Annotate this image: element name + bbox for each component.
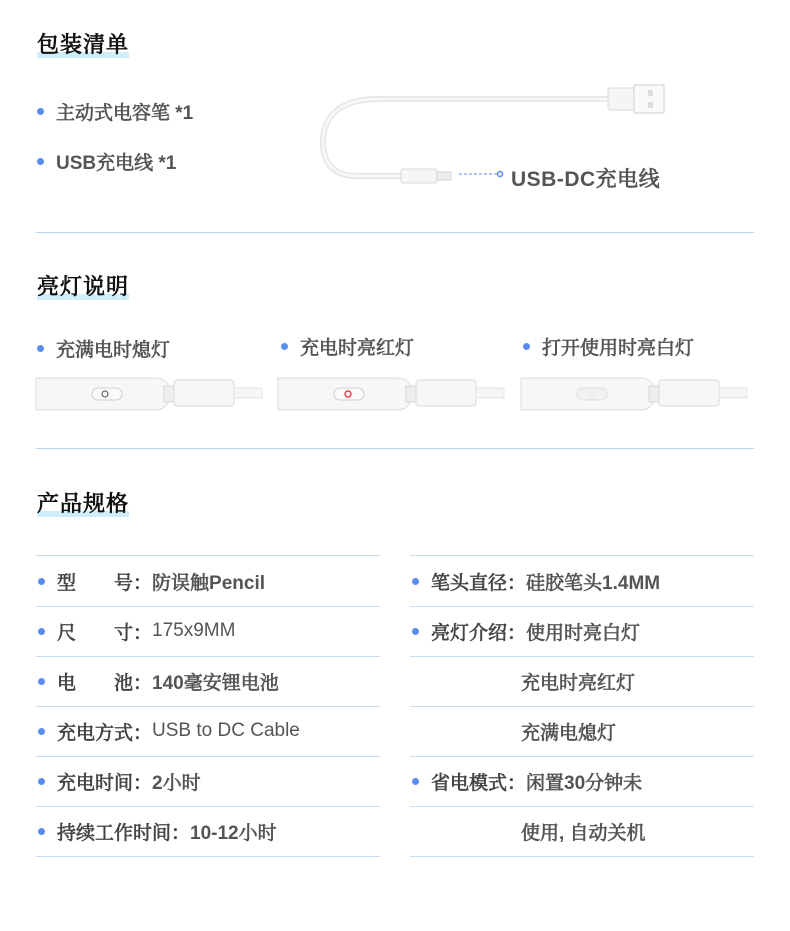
spec-row xyxy=(36,606,380,657)
spec-value: 140毫安锂电池 xyxy=(152,672,279,694)
spec-row xyxy=(410,606,754,657)
light-item xyxy=(37,335,170,362)
package-title-text: 包装清单 xyxy=(37,32,130,57)
spec-row xyxy=(36,806,380,857)
light-item xyxy=(281,333,414,360)
light-item-label: 充满电时熄灯 xyxy=(56,340,171,361)
spec-value: 闲置30分钟未 xyxy=(526,772,643,794)
section-divider xyxy=(36,448,754,449)
package-item-label: 主动式电容笔 *1 xyxy=(56,103,194,124)
spec-label: 笔头直径 xyxy=(431,572,508,594)
spec-row xyxy=(36,656,380,707)
colon: ： xyxy=(507,572,527,594)
spec-row xyxy=(410,556,754,607)
spec-label: 充电时间 xyxy=(57,772,134,794)
spec-row-continuation xyxy=(410,806,754,857)
spec-value: 充电时亮红灯 xyxy=(521,672,636,694)
usb-dc-cable-label: USB-DC充电线 xyxy=(511,168,661,191)
bullet-dot xyxy=(38,678,45,685)
bullet-dot xyxy=(38,728,45,735)
light-item-label: 充电时亮红灯 xyxy=(300,338,415,359)
bullet-dot xyxy=(412,778,419,785)
bullet-dot xyxy=(38,628,45,635)
specs-title-text: 产品规格 xyxy=(37,491,130,516)
spec-row xyxy=(36,756,380,807)
spec-value: 使用, 自动关机 xyxy=(521,822,646,844)
spec-value: 防误触Pencil xyxy=(152,572,266,594)
pen-charging-illustration xyxy=(278,374,508,414)
spec-value: 10-12小时 xyxy=(190,822,277,844)
lights-title-text: 亮灯说明 xyxy=(37,274,130,299)
colon: ： xyxy=(133,622,153,644)
spec-value: 硅胶笔头1.4MM xyxy=(526,572,661,594)
spec-value: 使用时亮白灯 xyxy=(526,622,641,644)
colon: ： xyxy=(171,822,191,844)
section-divider xyxy=(36,232,754,233)
package-section-title xyxy=(37,28,129,59)
spec-label: 亮灯介绍 xyxy=(431,622,508,644)
bullet-dot xyxy=(37,108,44,115)
spec-value: USB to DC Cable xyxy=(152,720,300,741)
spec-row-continuation xyxy=(410,706,754,757)
spec-value: 充满电熄灯 xyxy=(521,722,617,744)
light-item-label: 打开使用时亮白灯 xyxy=(542,338,695,359)
bullet-dot xyxy=(37,345,44,352)
package-item xyxy=(37,98,193,125)
colon: ： xyxy=(507,772,527,794)
lights-section-title xyxy=(37,270,129,301)
package-item xyxy=(37,148,176,175)
spec-row xyxy=(36,706,380,757)
spec-label: 充电方式 xyxy=(57,722,134,744)
spec-row xyxy=(36,556,380,607)
colon: ： xyxy=(507,622,527,644)
specs-section-title xyxy=(37,487,129,518)
spec-label: 省电模式 xyxy=(431,772,508,794)
bullet-dot xyxy=(38,828,45,835)
pen-charged-illustration xyxy=(36,374,266,414)
spec-value: 2小时 xyxy=(152,772,201,794)
bullet-dot xyxy=(281,343,288,350)
bullet-dot xyxy=(37,158,44,165)
colon: ： xyxy=(133,722,153,744)
pen-inuse-illustration xyxy=(521,374,751,414)
light-item xyxy=(523,333,694,360)
bullet-dot xyxy=(38,578,45,585)
bullet-dot xyxy=(412,628,419,635)
spec-value: 175x9MM xyxy=(152,620,236,641)
bullet-dot xyxy=(412,578,419,585)
spec-row xyxy=(410,756,754,807)
spec-label: 持续工作时间 xyxy=(57,822,172,844)
colon: ： xyxy=(133,572,153,594)
bullet-dot xyxy=(38,778,45,785)
bullet-dot xyxy=(523,343,530,350)
spec-row-continuation xyxy=(410,656,754,707)
colon: ： xyxy=(133,772,153,794)
colon: ： xyxy=(133,672,153,694)
spec-label: 电 池 xyxy=(57,672,134,694)
spec-label: 型 号 xyxy=(57,572,134,594)
spec-label: 尺 寸 xyxy=(57,622,134,644)
package-item-label: USB充电线 *1 xyxy=(56,153,177,174)
